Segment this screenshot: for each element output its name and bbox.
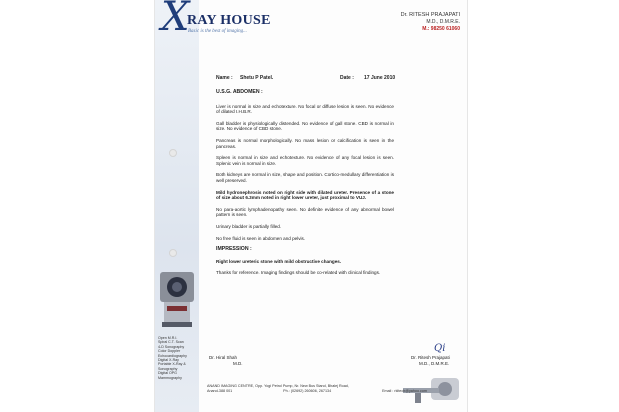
doctor-name: Dr. RITESH PRAJAPATI (400, 12, 460, 18)
date-label: Date : (340, 75, 354, 81)
right-signatory-degree: M.D., D.M.R.E. (419, 360, 450, 366)
patient-name: Shetu P Patel. (240, 75, 274, 81)
service-item: Sonography (158, 366, 178, 371)
doctor-mobile: M.: 98250 61060 (422, 26, 460, 32)
service-item: Echocardiography (158, 353, 187, 358)
left-signature (209, 355, 243, 366)
right-signature (411, 355, 450, 366)
footer-address-line: ANAND IMAGING CENTRE, Opp. Yogi Petrol Pump, Nr. New Bus Stand, Bhalej Road, (207, 384, 349, 388)
signature-scribble: Qi (434, 343, 446, 354)
name-label: Name : (216, 75, 233, 81)
finding-kidneys: Both kidneys are normal in size, shape and position. Cortico-medullary differentiation is well preserved. (216, 172, 394, 183)
finding-free-fluid: No free fluid is seen in abdomen and pelvis. (216, 235, 306, 241)
footer-phone: Ph.: (02692) 260606, 267134 (283, 389, 332, 393)
service-item: Portable X-Ray & (158, 362, 186, 367)
ct-scanner-image (158, 268, 196, 330)
service-item: 4-D Sonography (158, 344, 185, 349)
service-item: Digital OPG (158, 371, 177, 376)
right-signatory-name: Dr. Ritesh Prajapati (411, 355, 450, 360)
services-list (158, 336, 187, 380)
service-item: Digital X-Ray (158, 358, 179, 363)
closing-note: Thanks for reference. Imaging findings should be co-related with clinical findings. (216, 270, 381, 276)
logo-tagline: Basic is the best of imaging... (188, 29, 247, 34)
service-item: Open M.R.I. (158, 336, 178, 340)
finding-hydronephrosis: Mild hydronephrosis noted on right side with dilated ureter. Presence of a stone of size about 6.3mm noted in right lower ureter, just proximal to VUJ. (216, 189, 394, 201)
logo-letter: X (161, 0, 190, 40)
left-signatory-degree: M.D. (233, 360, 243, 366)
logo-name: RAY HOUSE (187, 13, 271, 28)
punch-hole-bottom (169, 249, 177, 257)
patient-info-row (216, 76, 394, 84)
footer-email: Email : rkltech@yahoo.com (382, 389, 427, 393)
impression-title: IMPRESSION : (216, 246, 252, 253)
finding-gall-bladder: Gall bladder is physiologically distended. No evidence of gall stone. CBD is normal in size. No evidence of CBD stone. (216, 120, 394, 132)
report-title: U.S.G. ABDOMEN : (216, 89, 263, 95)
service-item: Color Doppler (158, 349, 181, 354)
service-item: Spiral C.T. Scan (158, 340, 184, 345)
left-signatory-name: Dr. Hiral Shah (209, 355, 238, 360)
report-page (154, 0, 468, 412)
finding-pancreas: Pancreas is normal morphologically. No mass lesion or calcification is seen in the pancreas. (216, 137, 394, 149)
impression-text: Right lower ureteric stone with mild obstructive changes. (216, 258, 342, 264)
report-body (216, 76, 394, 282)
doctor-degree: M.D., D.M.R.E. (426, 19, 460, 25)
finding-lymph-bowel: No para-aortic lymphadenopathy seen. No definite evidence of any abnormal bowel pattern is seen. (216, 206, 394, 218)
finding-spleen: Spleen is normal in size and echotexture. No evidence of any focal lesion is seen. Splenic vein is normal in size. (216, 155, 394, 166)
finding-liver: Liver is normal in size and echotexture. No focal or diffuse lesion is seen. No evidence of dilated I.H.B.R. (216, 103, 394, 115)
service-item: Mammography (158, 375, 182, 380)
footer-city: Anand-388 001 (207, 389, 233, 393)
footer-address (207, 384, 427, 394)
finding-bladder: Urinary bladder is partially filled. (216, 223, 282, 229)
doctor-header (401, 12, 460, 33)
report-date: 17 June 2010 (364, 75, 396, 81)
punch-hole-top (169, 149, 177, 157)
